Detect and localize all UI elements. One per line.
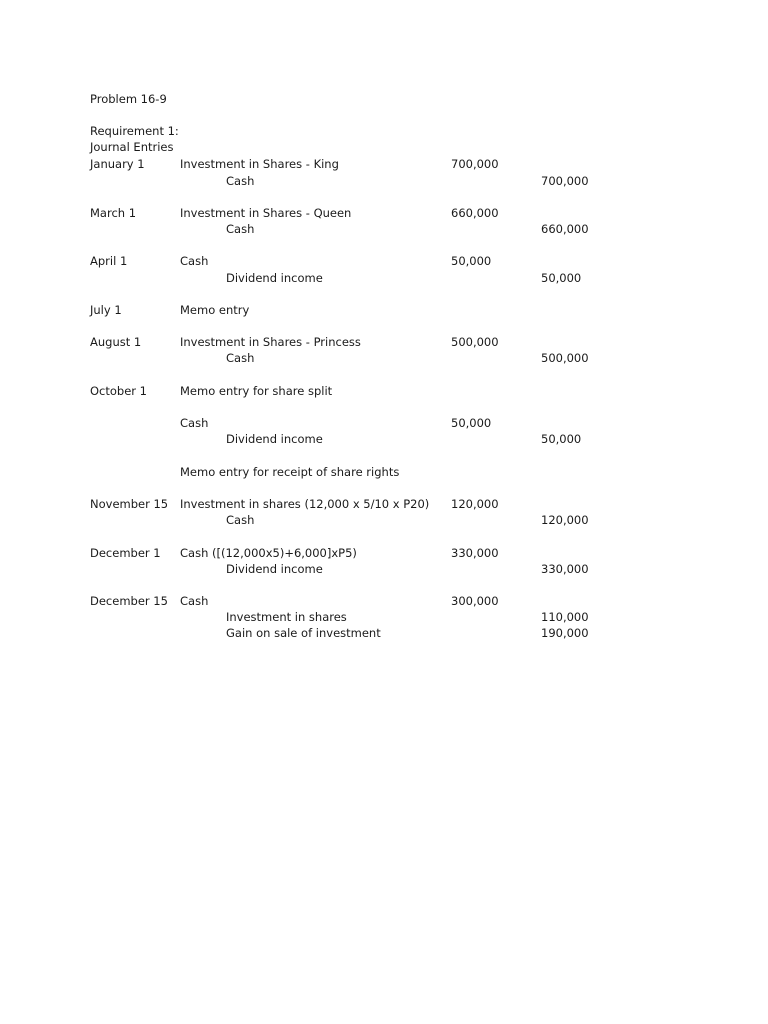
entry-credit: 190,000 [541, 626, 589, 640]
entry-debit: 50,000 [451, 254, 492, 268]
entry-debit: 330,000 [451, 546, 499, 560]
entry-account: Memo entry [180, 303, 250, 317]
entry-account: Memo entry for share split [180, 384, 333, 398]
entry-debit: 50,000 [451, 416, 492, 430]
problem-title: Problem 16-9 [90, 92, 167, 106]
entry-account: Dividend income [226, 562, 323, 576]
entry-date: October 1 [90, 384, 147, 398]
entry-account: Cash ([(12,000x5)+6,000]xP5) [180, 546, 357, 560]
entry-date: July 1 [90, 303, 122, 317]
entry-credit: 700,000 [541, 174, 589, 188]
entry-account: Cash [180, 416, 209, 430]
entry-account: Gain on sale of investment [226, 626, 381, 640]
entry-date: April 1 [90, 254, 128, 268]
entry-credit: 50,000 [541, 271, 582, 285]
entry-account: Cash [180, 254, 209, 268]
entry-account: Cash [226, 513, 255, 527]
entry-account: Memo entry for receipt of share rights [180, 465, 400, 479]
entry-date: January 1 [90, 157, 145, 171]
entry-account: Investment in Shares - Princess [180, 335, 361, 349]
entry-account: Cash [180, 594, 209, 608]
entry-credit: 120,000 [541, 513, 589, 527]
entry-credit: 500,000 [541, 351, 589, 365]
entry-date: March 1 [90, 206, 137, 220]
entry-account: Dividend income [226, 432, 323, 446]
entry-debit: 660,000 [451, 206, 499, 220]
entry-date: November 15 [90, 497, 169, 511]
entry-debit: 500,000 [451, 335, 499, 349]
entry-debit: 120,000 [451, 497, 499, 511]
entry-account: Investment in shares (12,000 x 5/10 x P20) [180, 497, 430, 511]
entry-debit: 300,000 [451, 594, 499, 608]
entry-account: Investment in shares [226, 610, 347, 624]
entry-date: December 1 [90, 546, 161, 560]
entry-credit: 660,000 [541, 222, 589, 236]
section-title: Journal Entries [90, 140, 174, 154]
entry-date: August 1 [90, 335, 142, 349]
entry-account: Cash [226, 174, 255, 188]
requirement-label: Requirement 1: [90, 124, 179, 138]
entry-account: Cash [226, 222, 255, 236]
entry-account: Cash [226, 351, 255, 365]
entry-credit: 110,000 [541, 610, 589, 624]
entry-date: December 15 [90, 594, 168, 608]
entry-debit: 700,000 [451, 157, 499, 171]
entry-credit: 50,000 [541, 432, 582, 446]
entry-account: Investment in Shares - Queen [180, 206, 352, 220]
entry-account: Dividend income [226, 271, 323, 285]
entry-credit: 330,000 [541, 562, 589, 576]
entry-account: Investment in Shares - King [180, 157, 339, 171]
